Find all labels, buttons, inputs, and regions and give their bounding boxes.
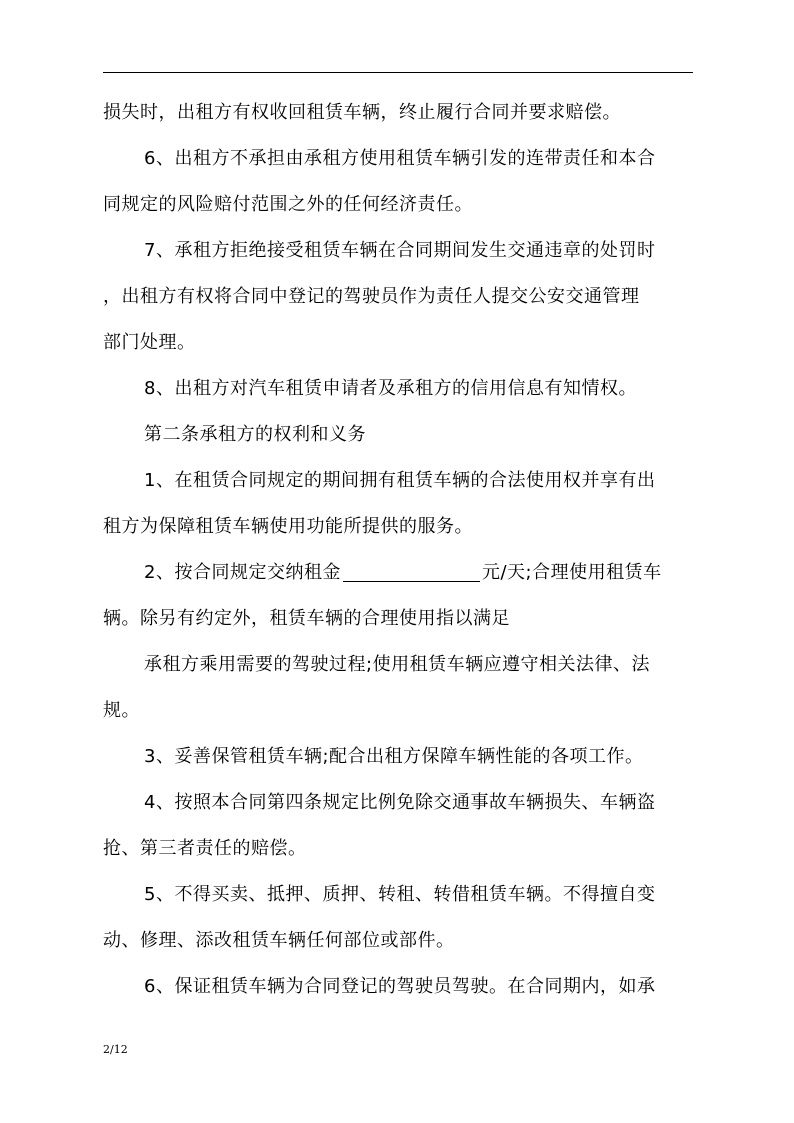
header-rule (103, 72, 693, 73)
text-line: 6、出租方不承担由承租方使用租赁车辆引发的连带责任和本合 (144, 148, 656, 169)
text-line: 4、按照本合同第四条规定比例免除交通事故车辆损失、车辆盗 (144, 792, 656, 813)
text-line: 7、承租方拒绝接受租赁车辆在合同期间发生交通违章的处罚时 (144, 240, 656, 261)
rent-amount-blank (343, 563, 480, 582)
text-line: 3、妥善保管租赁车辆;配合出租方保障车辆性能的各项工作。 (144, 746, 644, 767)
text-line: 租方为保障租赁车辆使用功能所提供的服务。 (103, 516, 473, 537)
text-line: 1、在租赁合同规定的期间拥有租赁车辆的合法使用权并享有出 (144, 470, 656, 491)
text-line: ，出租方有权将合同中登记的驾驶员作为责任人提交公安交通管理 (103, 286, 640, 307)
text-line: 规。 (103, 700, 140, 721)
text-line-with-blank (144, 557, 662, 589)
text-line: 抢、第三者责任的赔偿。 (103, 838, 307, 859)
text-line: 6、保证租赁车辆为合同登记的驾驶员驾驶。在合同期内，如承 (144, 976, 656, 997)
text-line: 5、不得买卖、抵押、质押、转租、转借租赁车辆。不得擅自变 (144, 884, 656, 905)
text-line: 部门处理。 (103, 332, 196, 353)
section-heading: 第二条承租方的权利和义务 (144, 424, 366, 445)
rent-unit-text: 元/天;合理使用租赁车 (481, 562, 662, 583)
text-line: 动、修理、添改租赁车辆任何部位或部件。 (103, 930, 455, 951)
text-line: 承租方乘用需要的驾驶过程;使用租赁车辆应遵守相关法律、法 (144, 654, 651, 675)
text-line: 辆。除另有约定外，租赁车辆的合理使用指以满足 (103, 608, 510, 629)
text-line: 同规定的风险赔付范围之外的任何经济责任。 (103, 194, 473, 215)
rent-clause-text: 2、按合同规定交纳租金 (144, 562, 341, 583)
text-line: 8、出租方对汽车租赁申请者及承租方的信用信息有知情权。 (144, 378, 637, 399)
page-number: 2/12 (103, 1043, 128, 1056)
text-line: 损失时，出租方有权收回租赁车辆，终止履行合同并要求赔偿。 (103, 102, 621, 123)
